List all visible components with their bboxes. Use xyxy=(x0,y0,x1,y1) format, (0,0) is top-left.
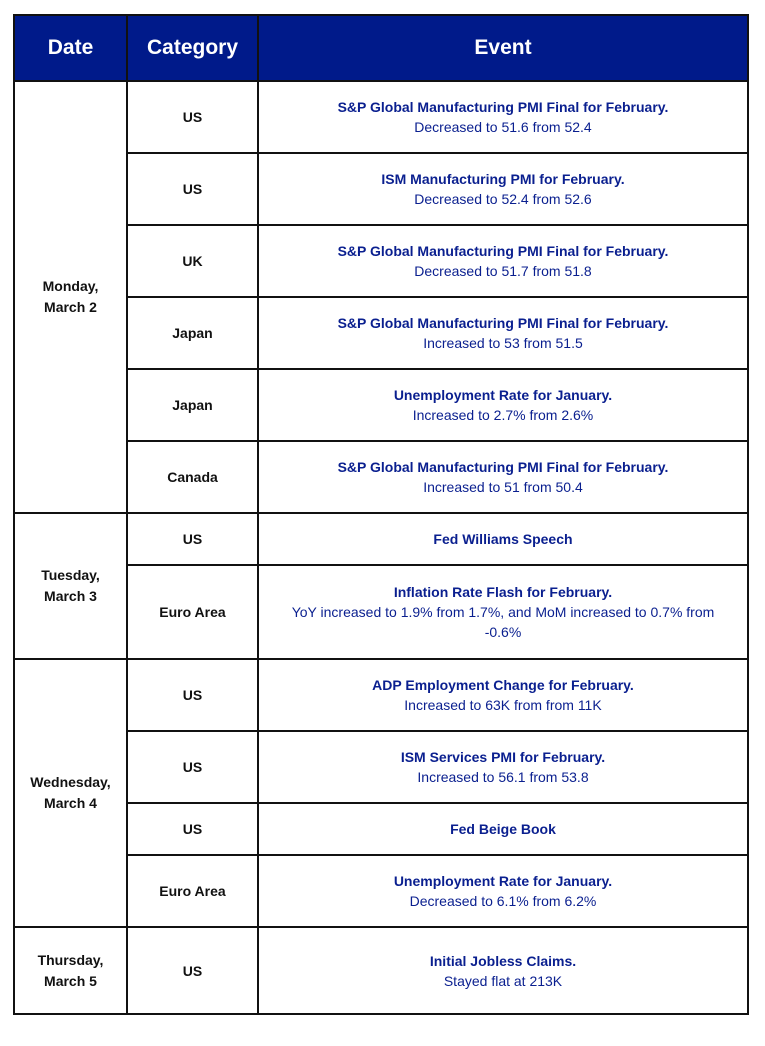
event-cell xyxy=(258,565,748,659)
category-cell: US xyxy=(127,803,258,855)
category-cell: Euro Area xyxy=(127,855,258,927)
category-cell: US xyxy=(127,927,258,1014)
category-cell: US xyxy=(127,659,258,731)
event-cell xyxy=(258,659,748,731)
header-event: Event xyxy=(258,15,748,81)
category-cell: Euro Area xyxy=(127,565,258,659)
category-cell: Canada xyxy=(127,441,258,513)
event-detail: Increased to 56.1 from 53.8 xyxy=(417,769,589,785)
table-row xyxy=(14,659,748,731)
event-title: Initial Jobless Claims. xyxy=(429,952,577,969)
category-cell: Japan xyxy=(127,297,258,369)
economic-calendar-table xyxy=(13,14,749,1015)
date-cell xyxy=(14,81,127,513)
event-title: Fed Beige Book xyxy=(450,821,556,837)
event-cell xyxy=(258,225,748,297)
event-title: ADP Employment Change for February. xyxy=(372,677,634,693)
event-cell xyxy=(258,441,748,513)
date-day: Tuesday, xyxy=(41,567,100,583)
event-title: ISM Services PMI for February. xyxy=(400,749,606,765)
event-cell xyxy=(258,153,748,225)
event-title: S&P Global Manufacturing PMI Final for February. xyxy=(337,243,669,259)
category-cell: US xyxy=(127,731,258,803)
event-detail: Increased to 53 from 51.5 xyxy=(423,335,583,351)
event-title: Inflation Rate Flash for February. xyxy=(393,584,613,600)
date-cell xyxy=(14,513,127,659)
event-title: ISM Manufacturing PMI for February. xyxy=(381,171,625,187)
date-cell xyxy=(14,927,127,1014)
event-detail: Stayed flat at 213K xyxy=(443,972,563,989)
event-cell xyxy=(258,513,748,565)
event-cell xyxy=(258,369,748,441)
category-cell: US xyxy=(127,153,258,225)
event-title: S&P Global Manufacturing PMI Final for February. xyxy=(337,315,669,331)
event-title: Fed Williams Speech xyxy=(433,531,573,547)
event-detail: Decreased to 6.1% from 6.2% xyxy=(409,893,597,909)
date-month: March 5 xyxy=(44,972,97,989)
header-category: Category xyxy=(127,15,258,81)
event-cell xyxy=(258,297,748,369)
date-day: Monday, xyxy=(42,278,99,294)
date-cell xyxy=(14,659,127,927)
event-title: S&P Global Manufacturing PMI Final for February. xyxy=(337,99,669,115)
header-row xyxy=(14,15,748,81)
event-title: Unemployment Rate for January. xyxy=(393,387,613,403)
event-detail: Increased to 51 from 50.4 xyxy=(423,479,583,495)
date-month: March 2 xyxy=(44,299,97,315)
event-cell xyxy=(258,81,748,153)
date-month: March 3 xyxy=(44,588,97,604)
event-cell xyxy=(258,855,748,927)
category-cell: Japan xyxy=(127,369,258,441)
category-cell: US xyxy=(127,513,258,565)
event-detail: YoY increased to 1.9% from 1.7%, and MoM increased to 0.7% from -0.6% xyxy=(291,604,715,640)
event-cell xyxy=(258,803,748,855)
table-row xyxy=(14,927,748,1014)
event-detail: Decreased to 51.6 from 52.4 xyxy=(414,119,592,135)
header-date: Date xyxy=(14,15,127,81)
date-day: Thursday, xyxy=(37,951,104,968)
category-cell: US xyxy=(127,81,258,153)
event-title: S&P Global Manufacturing PMI Final for February. xyxy=(337,459,669,475)
event-detail: Increased to 2.7% from 2.6% xyxy=(412,407,594,423)
event-detail: Decreased to 52.4 from 52.6 xyxy=(414,191,592,207)
date-month: March 4 xyxy=(44,795,97,811)
event-detail: Increased to 63K from from 11K xyxy=(404,697,602,713)
event-title: Unemployment Rate for January. xyxy=(393,873,613,889)
table-row xyxy=(14,81,748,153)
date-day: Wednesday, xyxy=(30,774,111,790)
event-cell xyxy=(258,927,748,1014)
table-row xyxy=(14,513,748,565)
event-cell xyxy=(258,731,748,803)
event-detail: Decreased to 51.7 from 51.8 xyxy=(414,263,592,279)
category-cell: UK xyxy=(127,225,258,297)
